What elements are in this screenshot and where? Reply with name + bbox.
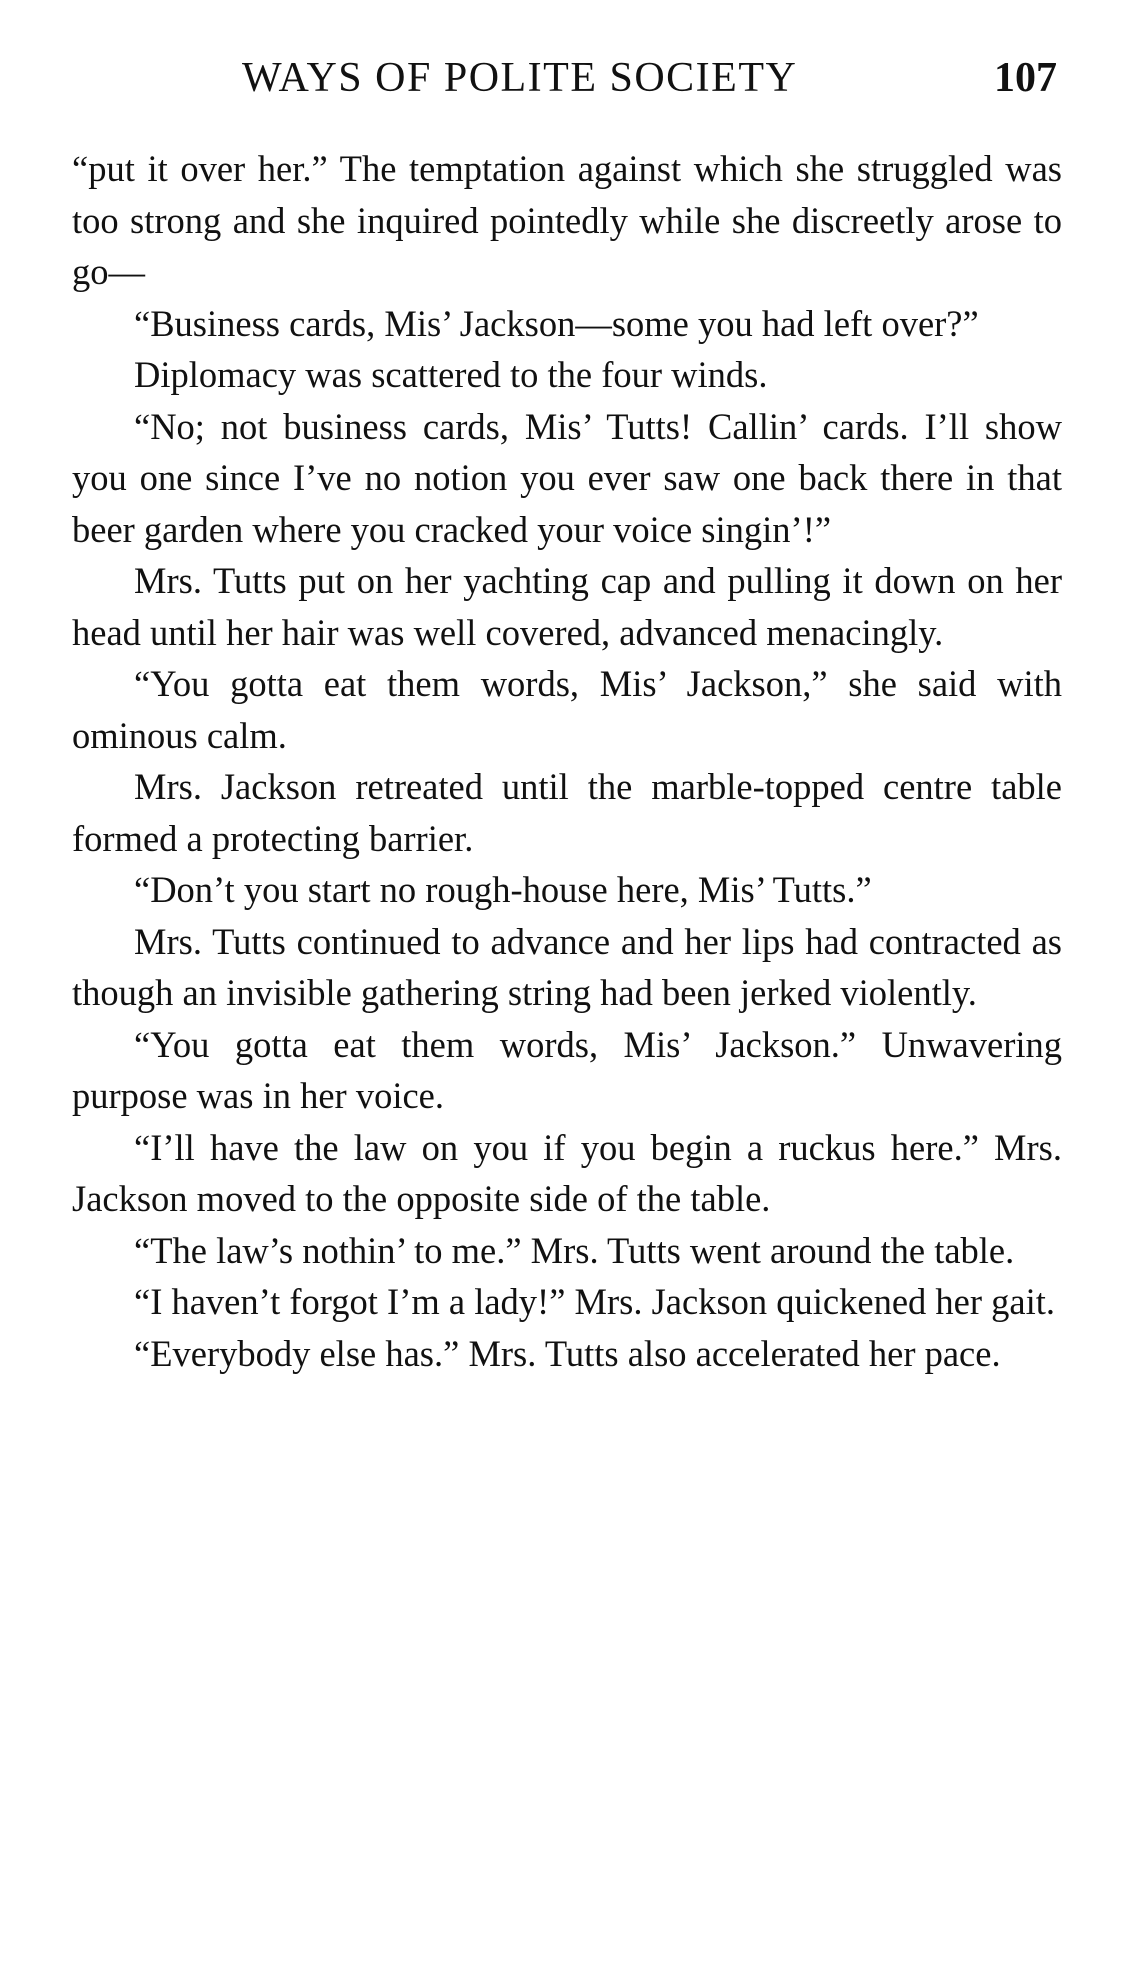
paragraph: Diplomacy was scattered to the four winds. [134, 354, 768, 395]
paragraph: “I’ll have the law on you if you begin a ruckus here.” Mrs. Jackson moved to the opposite side of the table. [72, 1126, 1062, 1219]
paragraph: Mrs. Tutts continued to advance and her lips had contracted as though an invisible gathering string had been jerked violently. [72, 920, 1062, 1013]
paragraph: “put it over her.” The temptation against which she struggled was too strong and she inquired pointedly while she discreetly arose to go— [72, 148, 1062, 292]
paragraph: “I haven’t forgot I’m a lady!” Mrs. Jackson quickened her gait. [134, 1281, 1055, 1322]
paragraph: Mrs. Jackson retreated until the marble-topped centre table formed a protecting barrier. [72, 766, 1062, 859]
running-title: WAYS OF POLITE SOCIETY [242, 55, 798, 101]
paragraph: Mrs. Tutts put on her yachting cap and pulling it down on her head until her hair was well covered, advanced menacingly. [72, 560, 1062, 653]
paragraph: “You gotta eat them words, Mis’ Jackson.” Unwavering purpose was in her voice. [72, 1023, 1062, 1116]
paragraph: “The law’s nothin’ to me.” Mrs. Tutts went around the table. [134, 1229, 1015, 1271]
page-number: 107 [994, 55, 1057, 101]
paragraph: “Business cards, Mis’ Jackson—some you had left over?” [134, 302, 979, 344]
paragraph: “Everybody else has.” Mrs. Tutts also accelerated her pace. [134, 1332, 1001, 1374]
paragraph: “You gotta eat them words, Mis’ Jackson,” she said with ominous calm. [72, 663, 1062, 756]
paragraph: “Don’t you start no rough-house here, Mis’ Tutts.” [134, 869, 872, 910]
running-head [72, 48, 1057, 108]
paragraph: “No; not business cards, Mis’ Tutts! Callin’ cards. I’ll show you one since I’ve no notion you ever saw one back there in that beer garden where you cracked your voice singin’!” [72, 405, 1062, 550]
body-text [72, 143, 1062, 1379]
